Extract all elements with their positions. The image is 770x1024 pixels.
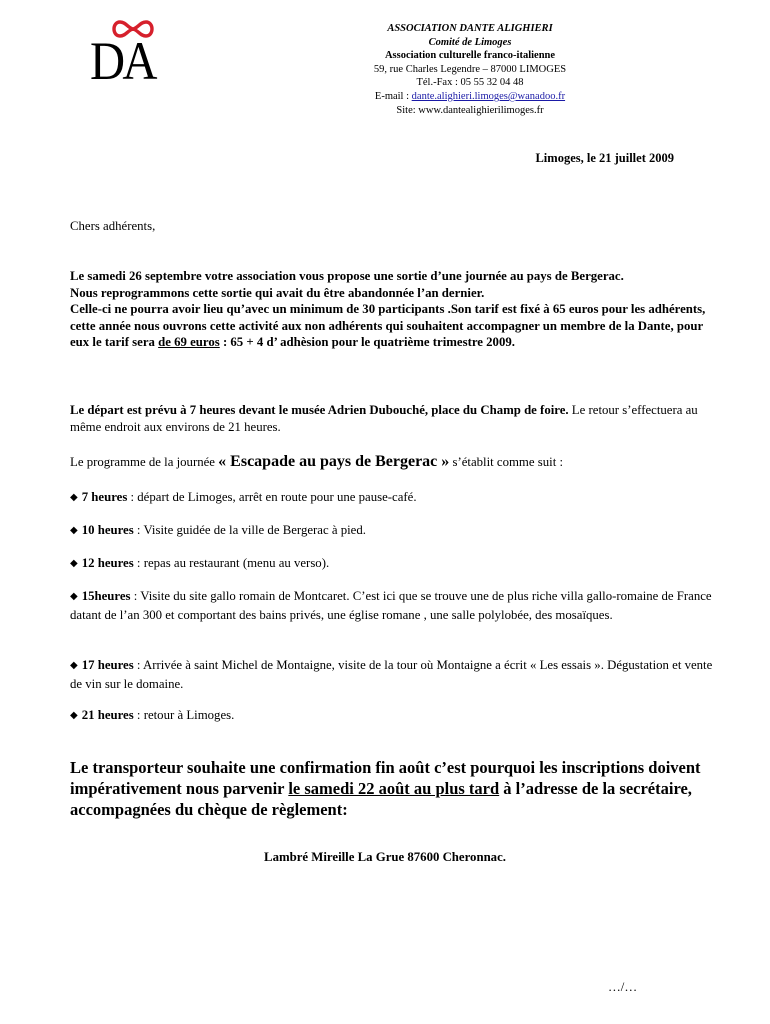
- bullet-icon: ◆: [70, 525, 78, 536]
- schedule-text: : Visite du site gallo romain de Montcaret. C’est ici que se trouve une de plus riche villa gallo-romaine de France datant de l’an 300 et comportant des bains privés, une église romane , une salle polylobée, des mosaïques.: [70, 589, 712, 622]
- email-link[interactable]: dante.alighieri.limoges@wanadoo.fr: [411, 90, 566, 102]
- schedule-text: : départ de Limoges, arrêt en route pour une pause-café.: [127, 490, 417, 504]
- schedule-text: : Arrivée à saint Michel de Montaigne, visite de la tour où Montaigne a écrit « Les essais ». Dégustation et vente de vin sur le domaine.: [70, 658, 713, 691]
- secretary-address: Lambré Mireille La Grue 87600 Cheronnac.: [264, 850, 506, 864]
- programme-intro: Le programme de la journée: [70, 455, 219, 469]
- departure-bold: Le départ est prévu à 7 heures devant le musée Adrien Dubouché, place du Champ de foire.: [70, 403, 569, 417]
- address: 59, rue Charles Legendre – 87000 LIMOGES: [373, 63, 567, 75]
- bullet-icon: ◆: [70, 591, 78, 602]
- bullet-icon: ◆: [70, 660, 78, 671]
- bullet-icon: ◆: [70, 492, 78, 503]
- letterhead: [320, 22, 620, 117]
- intro-line-1: Le samedi 26 septembre votre association vous propose une sortie d’une journée au pays de Bergerac.: [70, 269, 624, 283]
- return-text: Le retour s’effectuera au même endroit aux environs de 21 heures.: [70, 403, 698, 434]
- schedule-item: [70, 489, 720, 508]
- logo-letters: DA: [90, 31, 155, 91]
- registration-deadline-notice: [70, 757, 730, 820]
- schedule-time: 12 heures: [81, 556, 134, 570]
- schedule-item: [70, 522, 720, 541]
- programme-outro: s’établit comme suit :: [449, 455, 564, 469]
- schedule-text: : Visite guidée de la ville de Bergerac à pied.: [133, 523, 366, 537]
- schedule-text: : retour à Limoges.: [133, 708, 235, 722]
- salutation: Chers adhérents,: [70, 219, 156, 233]
- programme-title: « Escapade au pays de Bergerac »: [218, 453, 450, 470]
- schedule-time: 17 heures: [81, 658, 134, 672]
- intro-paragraph: [70, 268, 720, 351]
- schedule-item: [70, 588, 720, 623]
- comite-name: Comité de Limoges: [428, 36, 512, 48]
- schedule-item: [70, 707, 720, 726]
- tarif-detail: : 65 + 4 d’ adhèsion pour le quatrième trimestre 2009.: [219, 335, 515, 350]
- tarif-text: Celle-ci ne pourra avoir lieu qu’avec un minimum de 30 participants .Son tarif est fixé à 65 euros pour les adhérents, cette année nous ouvrons cette activité aux non adhérents qui souhaitent accompagner un membre de la Dante, pour eux le tarif sera: [70, 302, 706, 350]
- deadline-date: le samedi 22 août au plus tard: [288, 779, 500, 798]
- schedule-time: 7 heures: [81, 490, 128, 504]
- schedule-item: [70, 657, 720, 692]
- page-continuation: …/…: [608, 980, 638, 994]
- email-line: [320, 90, 620, 104]
- schedule-text: : repas au restaurant (menu au verso).: [133, 556, 330, 570]
- bullet-icon: ◆: [70, 558, 78, 569]
- schedule-time: 10 heures: [81, 523, 134, 537]
- email-label: E-mail :: [374, 90, 412, 102]
- tarif-non-adherent: de 69 euros: [158, 335, 220, 350]
- bullet-icon: ◆: [70, 710, 78, 721]
- schedule-time: 15heures: [81, 589, 131, 603]
- intro-line-3: [70, 301, 720, 351]
- departure-paragraph: [70, 402, 720, 435]
- association-name: ASSOCIATION DANTE ALIGHIERI: [387, 23, 553, 34]
- programme-line: [70, 454, 720, 471]
- website: Site: www.dantealighierilimoges.fr: [396, 104, 544, 116]
- phone-fax: Tél.-Fax : 05 55 32 04 48: [416, 77, 524, 89]
- deadline-text: Le transporteur souhaite une confirmation fin août c’est pourquoi les inscriptions doivent impérativement nous parvenir: [70, 758, 701, 798]
- schedule-item: [70, 555, 720, 574]
- intro-line-2: Nous reprogrammons cette sortie qui avait du être abandonnée l’an dernier.: [70, 285, 485, 300]
- association-subtitle: Association culturelle franco-italienne: [384, 50, 556, 62]
- deadline-instructions: à l’adresse de la secrétaire, accompagnées du chèque de règlement:: [70, 779, 692, 819]
- letter-date: Limoges, le 21 juillet 2009: [535, 151, 674, 165]
- schedule-time: 21 heures: [81, 708, 134, 722]
- association-logo: [90, 18, 160, 90]
